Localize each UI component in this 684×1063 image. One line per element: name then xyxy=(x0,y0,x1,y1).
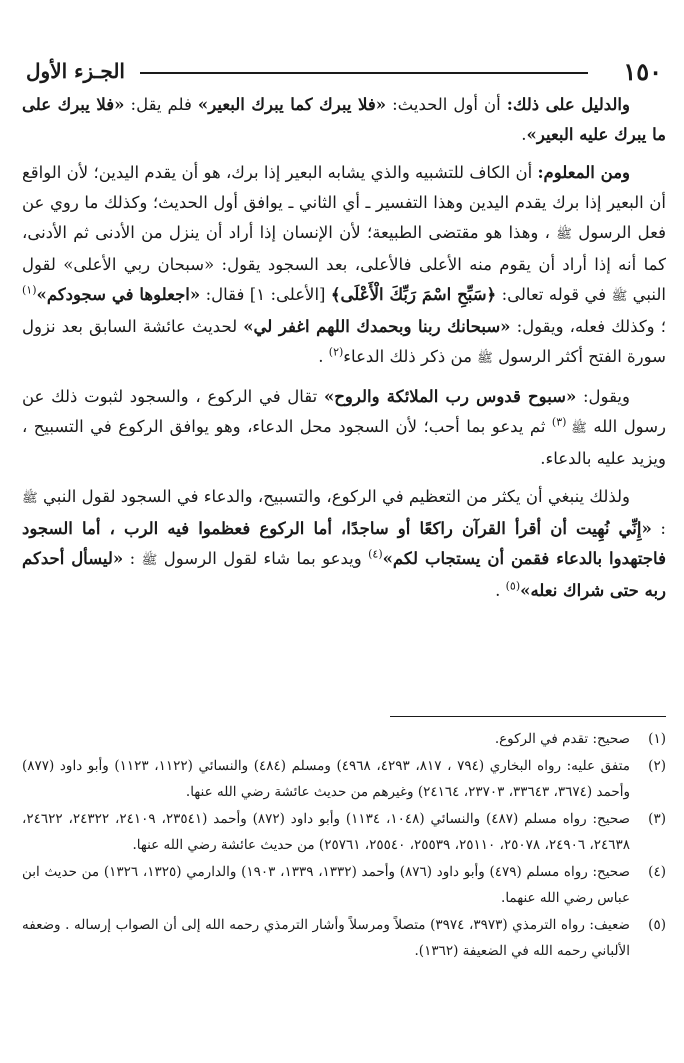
footnote-number: (٥) xyxy=(648,916,666,933)
hadith-quote: «سبحانك ربنا وبحمدك اللهم اغفر لي» xyxy=(243,317,511,336)
footnote-ref[interactable]: (٥) xyxy=(505,579,521,593)
text-run: لحديث عائشة السابق بعد نزول سورة الفتح أكثر الرسول xyxy=(22,317,666,366)
hadith-quote: «إِنِّي نُهِيت أن أقرأ القرآن راكعًا أو ساجدًا، أما الركوع فعظموا فيه الرب ، أما السجود فاجتهدوا بالدعاء فقمن أن يستجاب لكم» xyxy=(22,519,666,568)
text-run: . xyxy=(495,581,506,600)
text-run: ؛ وكذلك فعله، ويقول: xyxy=(510,317,666,336)
page-number: ١٥٠ xyxy=(623,57,662,86)
hadith-quote: «ليسأل أحدكم ربه حتى شراك نعله» xyxy=(22,549,666,600)
footnote-ref[interactable]: (٣) xyxy=(551,415,572,429)
footnote-ref[interactable]: (٢) xyxy=(328,345,344,359)
footnote-ref[interactable]: (٤) xyxy=(368,547,383,561)
salawat-glyph: ﷺ xyxy=(141,553,158,568)
footnote-text: صحيح: تقدم في الركوع. xyxy=(494,731,630,747)
text-run: في قوله تعالى: xyxy=(496,285,612,304)
footnote-number: (٢) xyxy=(648,757,666,774)
text-run: تقال في الركوع ، والسجود لثبوت ذلك عن رسول الله xyxy=(22,387,666,436)
paragraph-known xyxy=(22,158,666,374)
text-run: من ذكر ذلك الدعاء xyxy=(343,347,478,366)
page-header xyxy=(22,57,666,87)
text-run: ثم يدعو بما أحب؛ لأن السجود محل الدعاء، وهو يوافق الركوع في التسبيح ، ويزيد عليه بالدعاء. xyxy=(22,417,666,468)
footnote-item xyxy=(22,726,666,753)
text-run: . xyxy=(318,347,329,366)
footnote-text: صحيح: رواه مسلم (٤٧٩) وأبو داود (٨٧٦) وأحمد (١٣٣٢، ١٣٣٩، ١٩٠٣) والدارمي (١٣٢٥، ١٣٢٦) من حديث ابن عباس رضي الله عنهما. xyxy=(22,863,630,906)
quran-ayah: ﴿سَبِّحِ اسْمَ رَبِّكَ الْأَعْلَى﴾ xyxy=(330,285,497,304)
paragraph-label: ومن المعلوم: xyxy=(537,163,630,182)
salawat-glyph: ﷺ xyxy=(22,491,38,506)
footnote-separator xyxy=(390,716,666,717)
running-title: الجـزء الأول xyxy=(26,59,125,83)
footnotes xyxy=(22,726,666,965)
footnote-text: صحيح: رواه مسلم (٤٨٧) والنسائي (١٠٤٨، ١١٣٤) وأبو داود (٨٧٢) وأحمد (٢٣٥٤١، ٢٤١٠٩، ٢٤٣٢٢، ٢٤٦٢٢، ٢٤٦٣٨، ٢٤٩٠٦، ٢٥٠٧٨، ٢٥١١٠، ٢٥٥٣٩، ٢٥٥٤٠، ٢٥٧٦١) من حديث عائشة رضي الله عنها. xyxy=(22,810,631,853)
text-run: : xyxy=(651,519,666,538)
text-run: [الأعلى: ١] فقال: xyxy=(200,285,331,304)
text-run: أن أول الحديث: xyxy=(386,95,507,114)
text-run: ولذلك ينبغي أن يكثر من التعظيم في الركوع، والتسبيح، والدعاء في السجود لقول النبي xyxy=(37,487,630,506)
footnote-item xyxy=(22,806,666,859)
salawat-glyph: ﷺ xyxy=(556,227,572,242)
hadith-quote: «اجعلوها في سجودكم» xyxy=(36,285,201,304)
footnote-number: (٣) xyxy=(648,810,666,827)
hadith-quote: «فلا يبرك كما يبرك البعير» xyxy=(197,95,387,114)
text-run: : xyxy=(123,549,142,568)
text-run: ، وهذا هو مقتضى الطبيعة؛ لأن الإنسان إذا أراد أن ينزل من الأدنى ثم الأدنى، كما أنه إذا أراد أن يقوم منه الأعلى فالأعلى، بعد السجود يقول: «سبحان ربي الأعلى» لقول النبي xyxy=(22,223,666,304)
footnote-item xyxy=(22,859,666,912)
footnote-ref[interactable]: (١) xyxy=(22,283,37,297)
text-run: ويدعو بما شاء لقول الرسول xyxy=(157,549,369,568)
paragraph-evidence xyxy=(22,90,666,150)
footnote-text: ضعيف: رواه الترمذي (٣٩٧٣، ٣٩٧٤) متصلاً ومرسلاً وأشار الترمذي رحمه الله إلى أن الصواب إرساله . وضعفه الألباني رحمه الله في الضعيفة (١٣٦٢). xyxy=(22,916,631,959)
paragraph-subbuh xyxy=(22,382,666,474)
salawat-glyph: ﷺ xyxy=(571,421,587,436)
footnote-item xyxy=(22,753,666,806)
text-run: فلم يقل: xyxy=(124,95,198,114)
salawat-glyph: ﷺ xyxy=(611,289,628,304)
footnote-number: (١) xyxy=(648,731,666,747)
main-text xyxy=(22,90,666,612)
hadith-quote: «فلا يبرك على ما يبرك عليه البعير» xyxy=(22,95,666,144)
footnote-item xyxy=(22,912,666,965)
footnote-text: متفق عليه: رواه البخاري (٧٩٤ ، ٨١٧، ٤٢٩٣، ٤٩٦٨) ومسلم (٤٨٤) والنسائي (١١٢٢، ١١٢٣) وأبو داود (٨٧٧) وأحمد (٣٦٧٤، ٣٣٦٤٣، ٢٣٧٠٣، ٢٤١٦٤) وغيرهم من حديث عائشة رضي الله عنها. xyxy=(22,757,630,800)
text-run: ويقول: xyxy=(576,387,630,406)
footnote-number: (٤) xyxy=(648,863,666,880)
salawat-glyph: ﷺ xyxy=(477,351,493,366)
text-run: . xyxy=(521,125,527,144)
paragraph-label: والدليل على ذلك: xyxy=(506,95,630,114)
hadith-quote: «سبوح قدوس رب الملائكة والروح» xyxy=(323,387,577,406)
paragraph-therefore xyxy=(22,482,666,606)
header-rule xyxy=(140,72,588,74)
text-run: أن الكاف للتشبيه والذي يشابه البعير إذا برك، هو أن يقدم اليدين؛ لأن الواقع أن البعير إذا برك يقدم اليدين وهذا التفسير ـ أي الثاني ـ يوافق أول الحديث؛ وكذلك ما روي عن فعل الرسول xyxy=(22,163,666,242)
